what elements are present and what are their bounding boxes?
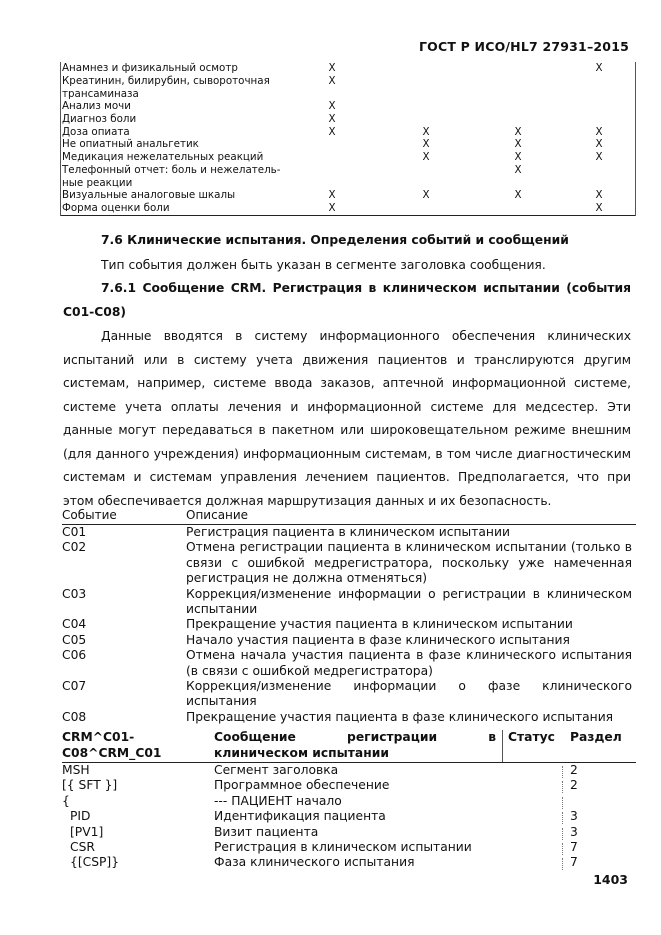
matrix-mark: X (595, 138, 603, 150)
segment-code: [PV1] (70, 824, 104, 839)
event-row (62, 710, 636, 725)
matrix-row (60, 113, 635, 126)
message-col-status: Статус (508, 730, 555, 744)
segment-code: [{ SFT }] (62, 778, 118, 793)
matrix-mark: X (595, 189, 603, 201)
matrix-row (60, 138, 635, 151)
subsection-heading: 7.6.1 Сообщение CRM. Регистрация в клиническом испытании (события C01-C08) (63, 281, 631, 319)
status-cell (562, 843, 563, 855)
status-cell (562, 766, 563, 778)
segment-row (62, 763, 636, 778)
segment-description: Программное обеспечение (214, 778, 390, 793)
matrix-row (60, 164, 635, 189)
status-cell (562, 797, 563, 809)
matrix-row (60, 202, 635, 215)
segment-description: --- ПАЦИЕНТ начало (214, 793, 342, 808)
matrix-mark: X (328, 202, 336, 214)
segment-description: Визит пациента (214, 824, 319, 839)
matrix-row-label: Медикация нежелательных реакций (62, 151, 264, 163)
events-table-body (62, 525, 636, 725)
message-table-body (62, 763, 636, 871)
matrix-mark: X (595, 126, 603, 138)
matrix-row-label: Телефонный отчет: боль и нежелатель-ные реакции (62, 164, 281, 189)
page-number: 1403 (593, 872, 628, 887)
observation-matrix-table (60, 62, 635, 216)
event-code: C06 (62, 648, 87, 663)
events-col-description: Описание (186, 508, 249, 522)
segment-code: PID (70, 809, 91, 824)
matrix-mark: X (514, 126, 522, 138)
segment-section: 2 (570, 763, 578, 777)
segment-description: Сегмент заголовка (214, 763, 339, 777)
segment-code: { (62, 793, 70, 808)
matrix-row-label: Диагноз боли (62, 113, 137, 125)
events-table-header (62, 507, 636, 525)
message-col-structure: CRM^C01-C08^CRM_C01 (62, 730, 162, 760)
matrix-row-label: Доза опиата (62, 126, 130, 138)
event-description: Прекращение участия пациента в фазе клинического испытания (186, 709, 614, 724)
matrix-row-label: Форма оценки боли (62, 202, 170, 214)
matrix-mark: X (595, 202, 603, 214)
header-separator (502, 730, 503, 762)
message-col-section: Раздел (570, 730, 622, 744)
matrix-row (60, 189, 635, 202)
body-paragraph: Данные вводятся в систему информационного обеспечения клинических испытаний или в систему учета движения пациентов и транслируются другим системам, например, системе ввода заказов, аптечной информационной системе, системе учета оплаты лечения и информационной системе для медсестер. Эти данные могут передаваться в пакетном или широковещательном режиме внешним (для данного учреждения) информационным системам, в том числе диагностическим системам и системам управления лечением пациентов. Предполагается, что при этом обеспечивается должная маршрутизация данных и их безопасность. (63, 329, 631, 508)
section-heading: 7.6 Клинические испытания. Определения событий и сообщений (101, 233, 569, 247)
event-code: C07 (62, 679, 87, 694)
event-description: Коррекция/изменение информации о регистрации в клиническом испытании (186, 586, 632, 617)
matrix-mark: X (422, 126, 430, 138)
status-cell (562, 781, 563, 793)
event-description: Отмена начала участия пациента в фазе клинического испытания (в связи с ошибкой медрегистратора) (186, 648, 632, 678)
segment-row (62, 809, 636, 824)
event-row (62, 617, 636, 632)
event-description: Начало участия пациента в фазе клинического испытания (186, 632, 570, 647)
event-code: C05 (62, 632, 87, 647)
message-structure-table (62, 730, 636, 871)
segment-description: Фаза клинического испытания (214, 855, 415, 870)
segment-row (62, 825, 636, 840)
segment-code: CSR (70, 839, 95, 854)
segment-section: 3 (570, 824, 578, 839)
event-code: C01 (62, 525, 87, 539)
status-cell (562, 812, 563, 824)
event-code: C02 (62, 540, 87, 555)
matrix-mark: X (514, 164, 522, 176)
matrix-row (60, 62, 635, 75)
event-row (62, 679, 636, 710)
event-row (62, 525, 636, 540)
matrix-mark: X (328, 62, 336, 74)
matrix-row-label: Анамнез и физикальный осмотр (62, 62, 238, 74)
matrix-row (60, 151, 635, 164)
event-description: Коррекция/изменение информации о фазе клинического испытания (186, 679, 632, 709)
section-intro: Тип события должен быть указан в сегменте заголовка сообщения. (101, 258, 546, 272)
segment-code: {[CSP]} (70, 855, 120, 870)
segment-section: 2 (570, 778, 578, 793)
matrix-mark: X (595, 62, 603, 74)
segment-description: Идентификация пациента (214, 809, 386, 824)
status-cell (562, 828, 563, 840)
event-row (62, 648, 636, 679)
matrix-mark: X (514, 138, 522, 150)
matrix-mark: X (328, 100, 336, 112)
segment-row (62, 794, 636, 809)
event-row (62, 587, 636, 618)
segment-section: 3 (570, 809, 578, 824)
matrix-mark: X (328, 75, 336, 87)
events-col-event: Событие (62, 508, 117, 522)
segment-row (62, 778, 636, 793)
segment-code: MSH (62, 763, 90, 777)
matrix-mark: X (422, 189, 430, 201)
matrix-row-label: Визуальные аналоговые шкалы (62, 189, 236, 201)
matrix-row (60, 100, 635, 113)
matrix-row-label: Не опиатный анальгетик (62, 138, 199, 150)
message-col-message: Сообщение регистрации в клиническом испытании (214, 730, 496, 760)
matrix-row-label: Креатинин, билирубин, сывороточная трансаминаза (62, 75, 270, 100)
segment-section: 7 (570, 855, 578, 870)
matrix-row-label: Анализ мочи (62, 100, 131, 112)
matrix-row (60, 126, 635, 138)
matrix-mark: X (595, 151, 603, 163)
matrix-mark: X (514, 189, 522, 201)
matrix-mark: X (422, 138, 430, 150)
event-code: C04 (62, 617, 87, 632)
matrix-mark: X (328, 126, 336, 138)
matrix-mark: X (514, 151, 522, 163)
event-description: Прекращение участия пациента в клиническом испытании (186, 617, 573, 632)
event-row (62, 540, 636, 586)
document-header: ГОСТ Р ИСО/HL7 27931–2015 (419, 39, 629, 54)
matrix-mark: X (328, 189, 336, 201)
event-code: C08 (62, 709, 87, 724)
matrix-right-border (635, 62, 636, 216)
event-description: Отмена регистрации пациента в клиническом испытании (только в связи с ошибкой медрегистратора, поскольку уже намеченная регистрация не должна отменяться) (186, 540, 632, 586)
event-description: Регистрация пациента в клиническом испытании (186, 525, 510, 539)
matrix-mark: X (328, 113, 336, 125)
message-table-header (62, 730, 636, 763)
status-cell (562, 858, 563, 870)
segment-row (62, 855, 636, 870)
event-row (62, 633, 636, 648)
events-table (62, 507, 636, 725)
segment-row (62, 840, 636, 855)
matrix-row (60, 75, 635, 100)
event-code: C03 (62, 586, 87, 601)
segment-description: Регистрация в клиническом испытании (214, 839, 472, 854)
segment-section: 7 (570, 839, 578, 854)
matrix-mark: X (422, 151, 430, 163)
